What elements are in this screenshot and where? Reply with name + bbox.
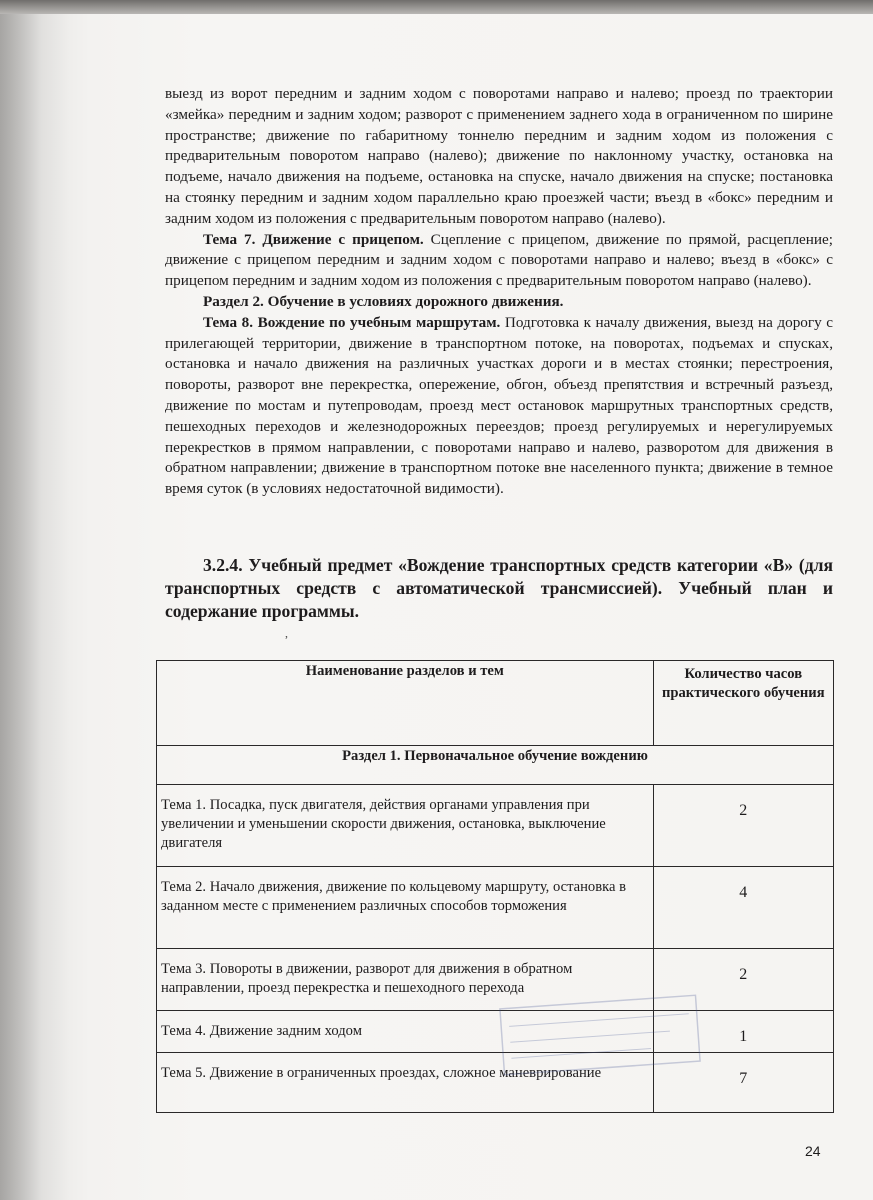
table-row bbox=[157, 867, 834, 949]
paragraph-theme-8 bbox=[165, 313, 833, 500]
curriculum-table bbox=[156, 660, 834, 1113]
subject-heading: 3.2.4. Учебный предмет «Вождение транспортных средств категории «В» (для транспортных средств с автоматической трансмиссией). Учебный план и содержание программы. bbox=[165, 555, 833, 621]
table-row bbox=[157, 1053, 834, 1113]
stray-mark: , bbox=[285, 626, 288, 640]
binding-shadow bbox=[0, 0, 70, 1200]
body-text bbox=[165, 84, 833, 500]
topic-cell: Тема 2. Начало движения, движение по кольцевому маршруту, остановка в заданном месте с применением различных способов торможения bbox=[157, 867, 654, 949]
stamp-mark bbox=[498, 993, 702, 1077]
table-row bbox=[157, 785, 834, 867]
section-2-title: Раздел 2. Обучение в условиях дорожного движения. bbox=[203, 292, 564, 310]
hours-cell: 4 bbox=[653, 867, 833, 949]
table-row bbox=[157, 949, 834, 1011]
column-header-topics: Наименование разделов и тем bbox=[157, 661, 654, 746]
theme-8-title: Тема 8. Вождение по учебным маршрутам. bbox=[203, 313, 501, 331]
topic-cell: Тема 5. Движение в ограниченных проездах, сложное маневрирование bbox=[157, 1053, 654, 1113]
scan-top-edge bbox=[0, 0, 873, 14]
theme-8-text: Подготовка к началу движения, выезд на дорогу с прилегающей территории, движение в транспортном потоке, на поворотах, подъемах и спусках, остановка и начало движения на различных участках дороги и в местах стоянки; перестроения, повороты, разворот вне перекрестка, опережение, обгон, объезд препятствия и встречный разъезд, движение по мостам и путепроводам, проезд мест остановок маршрутных транспортных средств, пешеходных переходов и железнодорожных переездов; проезд регулируемых и нерегулируемых перекрестков в прямом направлении, с поворотами направо и налево, разворотом для движения в обратном направлении; движение в транспортном потоке вне населенного пункта; движение в темное время суток (в условиях недостаточной видимости). bbox=[165, 313, 833, 498]
theme-7-text: Сцепление с прицепом, движение по прямой, расцепление; движение с прицепом передним и задним ходом с поворотами направо и налево; въезд в «бокс» с прицепом передним и задним ходом из положения с предварительным поворотом направо (налево). bbox=[165, 230, 834, 290]
theme-7-title: Тема 7. Движение с прицепом. bbox=[203, 230, 424, 248]
page-number: 24 bbox=[805, 1143, 821, 1159]
paragraph-theme-7 bbox=[165, 230, 833, 292]
table-section-row bbox=[157, 746, 834, 785]
hours-cell: 1 bbox=[653, 1011, 833, 1053]
topic-cell: Тема 3. Повороты в движении, разворот для движения в обратном направлении, проезд перекрестка и пешеходного перехода bbox=[157, 949, 654, 1011]
topic-cell: Тема 1. Посадка, пуск двигателя, действия органами управления при увеличении и уменьшении скорости движения, остановка, выключение двигателя bbox=[157, 785, 654, 867]
table-row bbox=[157, 1011, 834, 1053]
table-header-row bbox=[157, 661, 834, 746]
paragraph-continuation: выезд из ворот передним и задним ходом с поворотами направо и налево; проезд по траектории «змейка» передним и задним ходом; разворот с применением заднего хода в ограниченном по ширине пространстве; движение по габаритному тоннелю передним и задним ходом из положения с предварительным поворотом направо (налево); движение по наклонному участку, остановка на подъеме, начало движения на подъеме, остановка на спуске, начало движения на спуске; постановка на стоянку передним и задним ходом параллельно краю проезжей части; въезд в «бокс» передним и задним ходом из положения с предварительным поворотом направо (налево). bbox=[165, 85, 833, 227]
hours-cell: 2 bbox=[653, 949, 833, 1011]
hours-cell: 2 bbox=[653, 785, 833, 867]
column-header-hours: Количество часов практического обучения bbox=[653, 661, 833, 746]
section-1-title: Раздел 1. Первоначальное обучение вождению bbox=[157, 746, 834, 785]
topic-cell: Тема 4. Движение задним ходом bbox=[157, 1011, 654, 1053]
hours-cell: 7 bbox=[653, 1053, 833, 1113]
